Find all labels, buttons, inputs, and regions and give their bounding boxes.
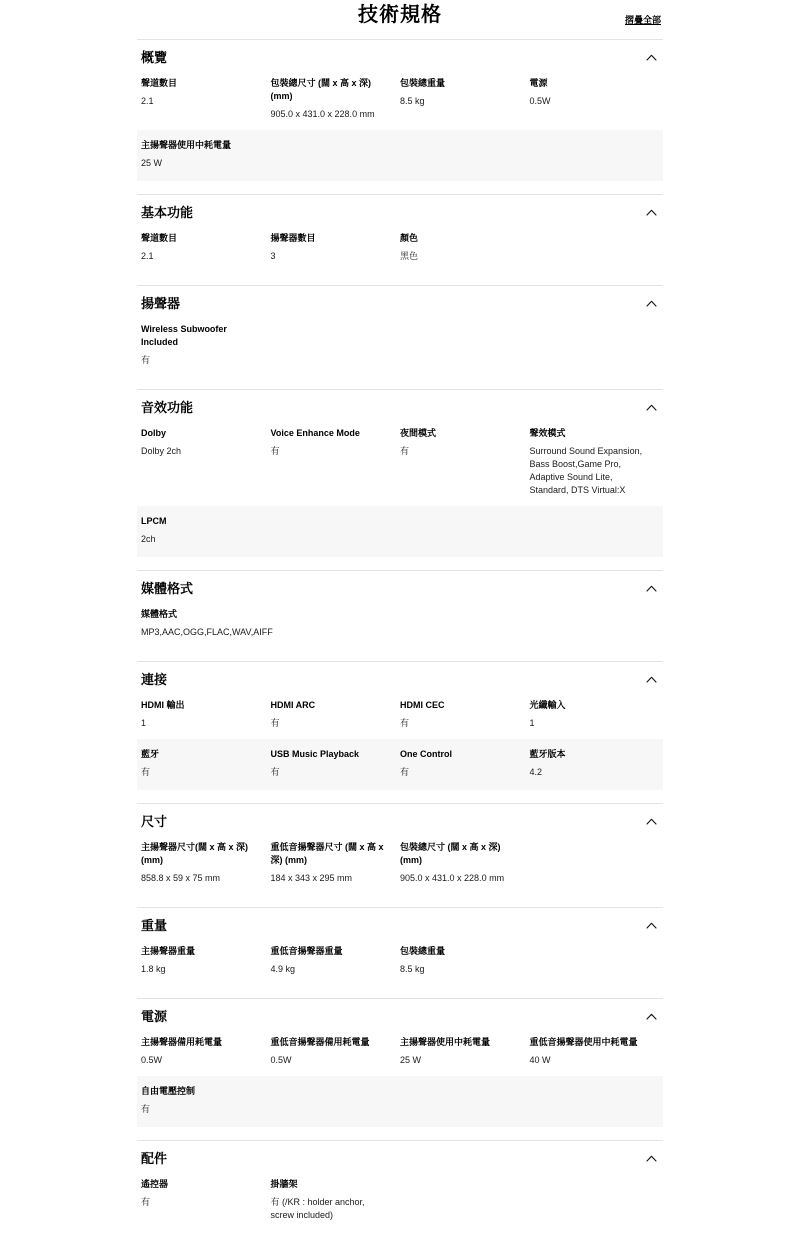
spec-item-value: 8.5 kg: [400, 96, 425, 106]
spec-item: [141, 1178, 271, 1209]
spec-item-value: Dolby 2ch: [141, 446, 182, 456]
spec-item-label: 重低音揚聲器使用中耗電量: [529, 1037, 638, 1047]
spec-item-label: HDMI CEC: [400, 700, 445, 710]
spec-item-value: 有: [400, 446, 410, 456]
spec-item-value: 0.5W: [529, 96, 551, 106]
spec-item-label: 主揚聲器備用耗電量: [141, 1037, 223, 1047]
spec-item: [271, 945, 401, 976]
spec-section: [137, 194, 663, 285]
spec-section: [137, 285, 663, 389]
section-title: 連接: [141, 672, 168, 687]
section-header[interactable]: [137, 195, 663, 226]
spec-item-value: 25 W: [141, 158, 163, 168]
spec-item-value: MP3,AAC,OGG,FLAC,WAV,AIFF: [141, 627, 273, 637]
spec-page: [137, 0, 663, 1244]
spec-item-value: 184 x 343 x 295 mm: [270, 873, 353, 883]
spec-section: [137, 570, 663, 661]
spec-item-value: Surround Sound Expansion, Bass Boost,Game Pro, Adaptive Sound Lite, Standard, DTS Virtual:X: [529, 446, 643, 495]
spec-item: [141, 699, 271, 730]
spec-item: [141, 515, 271, 546]
spec-item-label: 包裝總重量: [400, 78, 446, 88]
chevron-up-icon[interactable]: [644, 920, 659, 931]
spec-item: [271, 77, 401, 121]
section-body: [137, 71, 663, 181]
spec-item: [141, 945, 271, 976]
spec-item-label: Voice Enhance Mode: [270, 428, 360, 438]
section-title: 音效功能: [141, 400, 194, 415]
chevron-up-icon[interactable]: [644, 207, 659, 218]
spec-item: [400, 427, 530, 458]
spec-item: [530, 748, 660, 779]
spec-item-value: 3: [270, 251, 276, 261]
spec-item-label: 聲道數目: [141, 233, 178, 243]
spec-section: [137, 998, 663, 1140]
section-title: 重量: [141, 918, 168, 933]
spec-sections: [137, 39, 663, 1244]
section-title: 電源: [141, 1009, 168, 1024]
spec-item: [141, 1036, 271, 1067]
spec-item-value: 有: [141, 1104, 151, 1114]
spec-item-label: 主揚聲器重量: [141, 946, 196, 956]
spec-item-value: 黑色: [400, 251, 419, 261]
spec-section: [137, 1140, 663, 1244]
spec-item-label: 主揚聲器使用中耗電量: [141, 140, 232, 150]
spec-item-label: USB Music Playback: [270, 749, 360, 759]
spec-row: [137, 226, 663, 272]
section-body: [137, 939, 663, 985]
spec-item-value: 25 W: [400, 1055, 422, 1065]
spec-item-value: 0.5W: [270, 1055, 292, 1065]
chevron-up-icon[interactable]: [644, 674, 659, 685]
spec-item-value: 1.8 kg: [141, 964, 166, 974]
spec-item-value: 2.1: [141, 96, 154, 106]
chevron-up-icon[interactable]: [644, 583, 659, 594]
section-header[interactable]: [137, 40, 663, 71]
spec-item-value: 4.9 kg: [270, 964, 296, 974]
spec-item-value: 858.8 x 59 x 75 mm: [141, 873, 221, 883]
spec-item-value: 有: [270, 446, 280, 456]
section-body: [137, 602, 663, 648]
spec-item: [271, 699, 401, 730]
spec-item: [400, 232, 530, 263]
spec-item-label: 藍牙: [141, 749, 160, 759]
spec-item: [271, 1178, 401, 1222]
section-body: [137, 226, 663, 272]
spec-item: [400, 699, 530, 730]
spec-item-label: 自由電壓控制: [141, 1086, 196, 1096]
spec-item-label: 重低音揚聲器備用耗電量: [270, 1037, 370, 1047]
chevron-up-icon[interactable]: [644, 52, 659, 63]
section-title: 基本功能: [141, 205, 194, 220]
spec-row: [137, 693, 663, 739]
spec-item-label: 光纖輸入: [529, 700, 566, 710]
spec-item: [271, 1036, 401, 1067]
spec-item: [141, 139, 271, 170]
spec-item-label: 主揚聲器尺寸(闊 x 高 x 深) (mm): [141, 842, 249, 865]
spec-item-label: 藍牙版本: [529, 749, 566, 759]
section-body: [137, 693, 663, 790]
spec-item-label: 遙控器: [141, 1179, 169, 1189]
spec-item-value: 有: [141, 355, 151, 365]
spec-row: [137, 739, 663, 790]
spec-item: [271, 841, 401, 885]
section-header[interactable]: [137, 571, 663, 602]
spec-item: [530, 699, 660, 730]
section-header[interactable]: [137, 390, 663, 421]
section-header[interactable]: [137, 1141, 663, 1172]
spec-row: [137, 506, 663, 557]
spec-section: [137, 907, 663, 998]
spec-item-value: 0.5W: [141, 1055, 163, 1065]
spec-item: [530, 1036, 660, 1067]
spec-item-label: LPCM: [141, 516, 167, 526]
spec-item-value: 有 (/KR : holder anchor, screw included): [270, 1197, 365, 1220]
spec-row: [137, 602, 663, 648]
spec-row: [137, 317, 663, 376]
section-body: [137, 317, 663, 376]
chevron-up-icon[interactable]: [644, 1153, 659, 1164]
spec-item-value: 40 W: [529, 1055, 551, 1065]
section-title: 媒體格式: [141, 581, 194, 596]
spec-item-value: 905.0 x 431.0 x 228.0 mm: [400, 873, 505, 883]
spec-item-label: One Control: [400, 749, 452, 759]
spec-row: [137, 71, 663, 130]
spec-section: [137, 39, 663, 194]
chevron-up-icon[interactable]: [644, 816, 659, 827]
spec-item-label: 聲道數目: [141, 78, 178, 88]
spec-section: [137, 661, 663, 803]
spec-item-label: 媒體格式: [141, 609, 178, 619]
spec-item-value: 1: [141, 718, 147, 728]
spec-item-label: 電源: [529, 78, 548, 88]
chevron-up-icon[interactable]: [644, 298, 659, 309]
spec-item-label: 主揚聲器使用中耗電量: [400, 1037, 491, 1047]
chevron-up-icon[interactable]: [644, 1011, 659, 1022]
spec-item-value: 有: [270, 718, 280, 728]
spec-item-value: 1: [529, 718, 535, 728]
spec-item: [141, 323, 271, 367]
section-header[interactable]: [137, 286, 663, 317]
spec-item-value: 2ch: [141, 534, 156, 544]
section-title: 配件: [141, 1151, 168, 1166]
spec-item-value: 4.2: [529, 767, 543, 777]
spec-item-value: 有: [400, 718, 410, 728]
spec-item-label: Dolby: [141, 428, 167, 438]
spec-item-label: 掛牆架: [270, 1179, 298, 1189]
spec-item-value: 8.5 kg: [400, 964, 425, 974]
section-title: 概覽: [141, 50, 168, 65]
section-header[interactable]: [137, 662, 663, 693]
spec-item-label: HDMI ARC: [270, 700, 316, 710]
spec-item-label: 揚聲器數目: [270, 233, 316, 243]
spec-item-value: 有: [400, 767, 410, 777]
spec-item-label: 包裝總尺寸 (闊 x 高 x 深) (mm): [270, 78, 372, 101]
section-header[interactable]: [137, 999, 663, 1030]
spec-item: [271, 748, 401, 779]
section-header[interactable]: [137, 908, 663, 939]
spec-item: [141, 608, 271, 639]
spec-item: [400, 945, 530, 976]
spec-item-label: 夜間模式: [400, 428, 437, 438]
spec-section: [137, 803, 663, 907]
spec-item-label: 包裝總重量: [400, 946, 446, 956]
collapse-all-link[interactable]: 摺疊全部: [624, 15, 661, 25]
section-body: [137, 421, 663, 557]
spec-row: [137, 1076, 663, 1127]
spec-item-label: 包裝總尺寸 (闊 x 高 x 深) (mm): [400, 842, 501, 865]
section-body: [137, 835, 663, 894]
spec-item: [141, 1085, 271, 1116]
spec-item-value: 有: [270, 767, 280, 777]
spec-item-value: 2.1: [141, 251, 154, 261]
spec-row: [137, 421, 663, 506]
spec-item-label: 顏色: [400, 233, 419, 243]
spec-item: [271, 232, 401, 263]
spec-item-label: 聲效模式: [529, 428, 566, 438]
spec-item: [530, 77, 660, 108]
spec-row: [137, 130, 663, 181]
section-title: 尺寸: [141, 814, 168, 829]
section-body: [137, 1172, 663, 1231]
spec-section: [137, 389, 663, 570]
section-title: 揚聲器: [141, 296, 181, 311]
spec-item: [400, 77, 530, 108]
spec-item-label: 重低音揚聲器尺寸 (闊 x 高 x 深) (mm): [270, 842, 384, 865]
spec-item: [141, 77, 271, 108]
spec-item: [530, 427, 660, 497]
spec-item-label: HDMI 輸出: [141, 700, 185, 710]
spec-item: [271, 427, 401, 458]
spec-item: [400, 748, 530, 779]
spec-item: [400, 841, 530, 885]
spec-row: [137, 939, 663, 985]
spec-item-value: 905.0 x 431.0 x 228.0 mm: [270, 109, 375, 119]
spec-item: [141, 841, 271, 885]
section-header[interactable]: [137, 804, 663, 835]
spec-item: [141, 427, 271, 458]
section-body: [137, 1030, 663, 1127]
page-title: 技術規格: [358, 4, 442, 26]
spec-item: [141, 748, 271, 779]
chevron-up-icon[interactable]: [644, 402, 659, 413]
spec-item-value: 有: [141, 767, 151, 777]
spec-item: [400, 1036, 530, 1067]
spec-item-label: 重低音揚聲器重量: [270, 946, 343, 956]
spec-item-label: Wireless Subwoofer Included: [141, 324, 227, 347]
spec-row: [137, 1172, 663, 1231]
spec-item-value: 有: [141, 1197, 151, 1207]
spec-item: [141, 232, 271, 263]
spec-row: [137, 1030, 663, 1076]
page-header: [137, 2, 663, 39]
spec-row: [137, 835, 663, 894]
